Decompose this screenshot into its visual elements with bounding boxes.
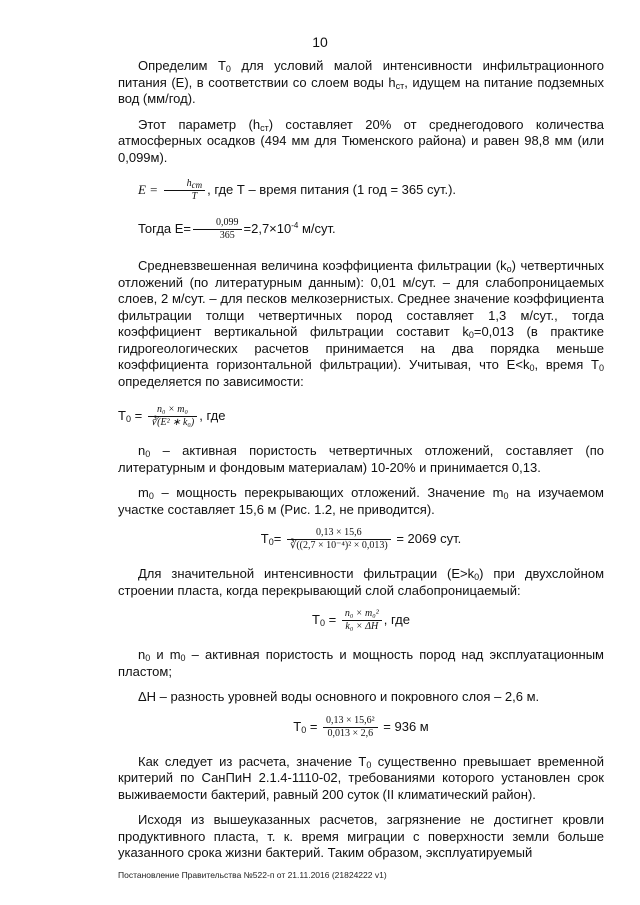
fraction [323, 715, 378, 740]
text: Определим Т [138, 58, 226, 73]
text: n [138, 443, 146, 458]
formula-tail: , где [199, 407, 226, 423]
paragraph-8: ΔН – разность уровней воды основного и покровного слоя – 2,6 м. [138, 689, 540, 704]
fraction [287, 527, 391, 552]
fraction-numerator: 0,13 × 15,6² [323, 715, 378, 728]
fraction [342, 608, 382, 633]
paragraph-9 [118, 754, 604, 804]
subscript: 0 [468, 330, 474, 340]
fraction [148, 404, 197, 429]
fraction-numerator: 0,13 × 15,6 [287, 527, 391, 540]
fraction-numerator: 0,099 [193, 217, 242, 230]
text: – активная пористость четвертичных отложений, составляет (по литературным и фондовым материалам) 10-20% и принимается 0,13. [118, 443, 604, 475]
text: ) четвертичных отложений (по литературным данным): 0,01 м/сут. – для слабопроницаемых слоев, 2 м/сут. – для песков мелкозернистых. Среднее значение коэффициента фильтрации толщи четвертичных пород составляет 1,3 м/сут., тогда коэффициент вертикальной фильтрации составит k [118, 258, 604, 339]
formula-lhs: Т [312, 611, 320, 627]
subscript: 0 [319, 617, 325, 628]
text: n [138, 647, 146, 662]
formula-recharge-rate [118, 178, 604, 203]
formula-time-value-1 [118, 527, 604, 552]
fraction [193, 217, 242, 242]
text: , идущем на питание подземных вод (мм/год). [118, 74, 605, 106]
page-number: 10 [312, 34, 328, 50]
subscript: 0 [503, 491, 509, 501]
paragraph-6 [118, 566, 604, 599]
text: = [273, 530, 285, 546]
text: h [186, 178, 192, 189]
formula-time-value-2 [118, 715, 604, 740]
footer-text: Постановление Правительства №522-п от 21.11.2016 (21824222 v1) [118, 870, 387, 880]
formula-lhs: E = [138, 181, 158, 197]
page-body [118, 58, 604, 871]
paragraph-3 [118, 258, 604, 390]
text: ) при двухслойном строении пласта, когда перекрывающий слой слабопроницаемый: [118, 566, 605, 598]
formula-tail: м/сут. [298, 220, 336, 236]
text: – мощность перекрывающих отложений. Значение m [153, 485, 504, 500]
subscript: 0 [301, 724, 307, 735]
paragraph-10: Исходя из вышеуказанных расчетов, загрязнение не достигнет кровли продуктивного пласта, т. к. время миграции с поверхности земли больше указанного срока жизни бактерий. Таким образом, эксплуатируемый [118, 812, 604, 860]
formula-tail: = 936 м [379, 718, 429, 734]
formula-lhs: Т [260, 530, 269, 546]
text: = [130, 407, 146, 423]
text: m [138, 485, 149, 500]
paragraph-1 [118, 58, 604, 108]
fraction-numerator [164, 178, 206, 191]
paragraph-5 [118, 485, 604, 518]
fraction-denominator: k₀ × ΔH [345, 621, 379, 632]
fraction-denominator: ∛(E² ∗ k₀) [150, 417, 195, 428]
formula-tail: , где [383, 611, 410, 627]
text: Средневзвешенная величина коэффициента фильтрации (k [138, 258, 507, 273]
formula-tail: =2,7×10 [243, 220, 292, 236]
formula-tail: = 2069 сут. [392, 530, 462, 546]
formula-recharge-value [118, 217, 604, 242]
formula-lhs: Т [118, 407, 126, 423]
subscript: 0 [225, 64, 231, 74]
text: – активная пористость и мощность пород над эксплуатационным пластом; [118, 647, 604, 679]
subscript: ст [395, 80, 405, 91]
text: Этот параметр (h [138, 116, 261, 132]
subscript: 0 [268, 536, 274, 547]
subscript: 0 [474, 572, 480, 582]
text: и m [150, 647, 181, 662]
subscript: ст [260, 122, 269, 133]
paragraph-7 [118, 647, 604, 680]
subscript: 0 [529, 363, 535, 373]
subscript: 0 [180, 653, 186, 663]
formula-lhs: Тогда Е= [138, 220, 192, 236]
subscript: 0 [598, 363, 604, 373]
formula-lhs: Т [293, 718, 302, 734]
text: ) составляет 20% от среднегодового количества атмосферных осадков (494 мм для Тюменского района) и равен 98,8 мм (или 0,099м). [118, 116, 605, 165]
text: определяется по зависимости: [118, 373, 304, 389]
subscript: ст [191, 180, 203, 190]
text: Для значительной интенсивности фильтрации (E>k [138, 566, 475, 581]
formula-two-layer [118, 608, 604, 633]
formula-tail: , где Т – время питания (1 год = 365 сут.). [207, 181, 457, 197]
text: для условий малой интенсивности инфильтрационного питания (Е), в соответствии со слоем воды h [118, 58, 604, 90]
fraction-numerator: n₀ × m₀² [342, 608, 382, 621]
text: , время Т [534, 357, 599, 372]
subscript: о [506, 264, 512, 274]
paragraph-4 [118, 443, 604, 476]
fraction-denominator: ∛((2,7 × 10⁻⁴)² × 0,013) [289, 540, 388, 551]
superscript: -4 [291, 220, 299, 230]
subscript: 0 [145, 653, 151, 663]
subscript: 0 [148, 491, 154, 501]
fraction-denominator: T [191, 191, 198, 202]
text: Как следует из расчета, значение Т [138, 753, 367, 769]
text: существенно превышает временной критерий по СанПиН 2.1.4-1110-02, требованиями которого установлен срок выживаемости бактерий, равный 200 суток (II климатический район). [118, 753, 604, 802]
formula-migration-time [118, 404, 604, 429]
text: = [325, 611, 340, 627]
text: = [306, 718, 322, 734]
subscript: 0 [366, 759, 372, 770]
subscript: 0 [145, 449, 151, 459]
text: на изучаемом участке составляет 15,6 м (Рис. 1.2, не приводится). [118, 485, 604, 517]
fraction-numerator: n₀ × m₀ [148, 404, 197, 417]
fraction-denominator: 365 [219, 230, 235, 241]
paragraph-2 [118, 117, 604, 167]
text: =0,013 (в практике гидрогеологических расчетов принимается на два порядка меньше коэффициента горизонтальной фильтрации). Учитывая, что Е<k [118, 324, 604, 372]
subscript: 0 [125, 413, 131, 424]
fraction-denominator: 0,013 × 2,6 [327, 727, 374, 739]
fraction [164, 178, 206, 203]
